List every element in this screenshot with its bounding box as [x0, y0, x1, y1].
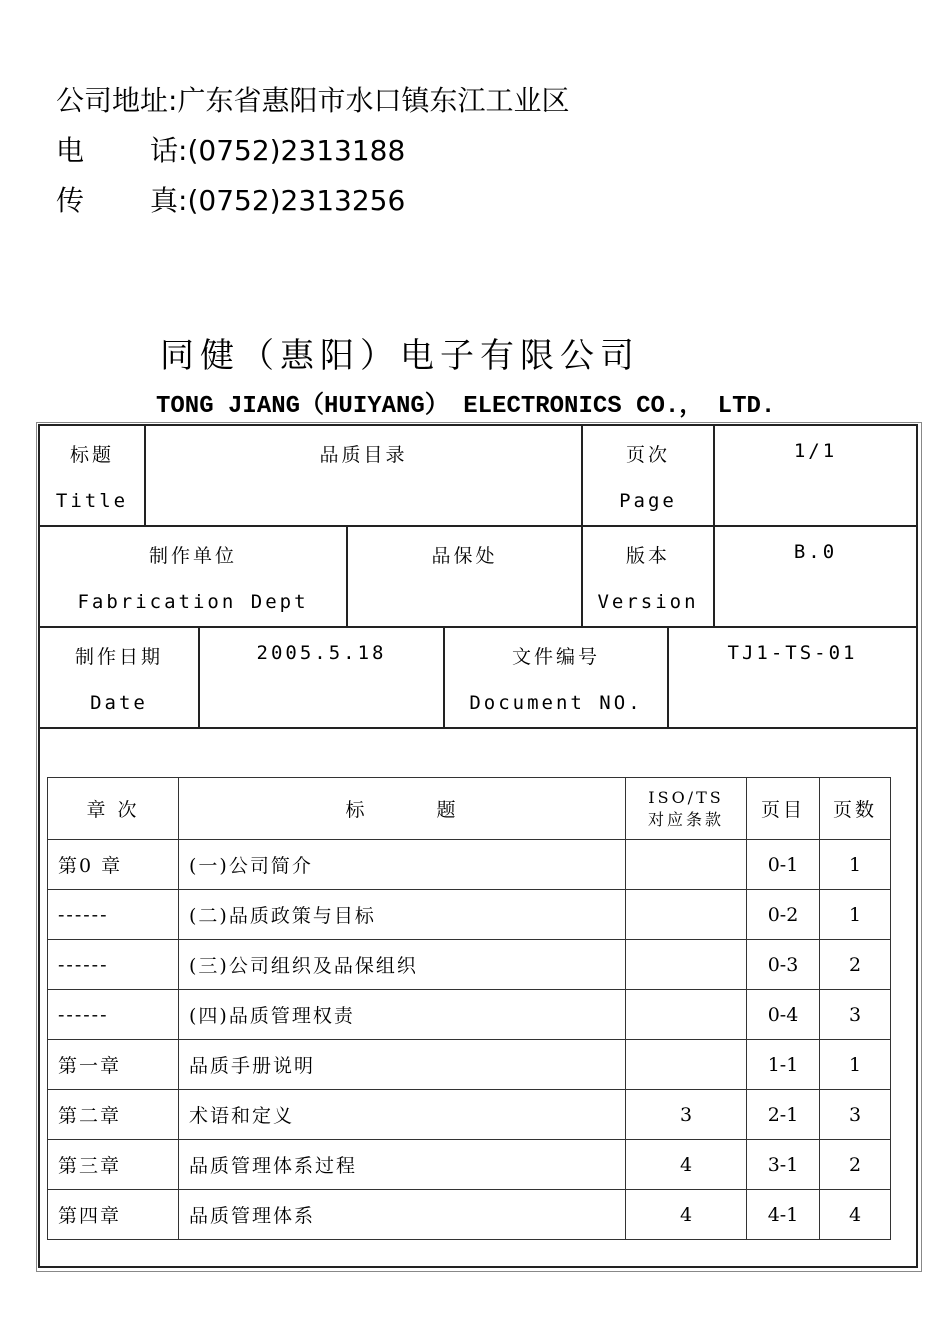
header-row-title [40, 426, 916, 527]
toc-table [47, 777, 891, 1240]
date-label-cell [40, 628, 200, 727]
row-chapter: 第三章 [48, 1140, 179, 1190]
row-iso [626, 990, 747, 1040]
row-count: 1 [820, 1040, 891, 1090]
table-row [48, 1040, 891, 1090]
row-title: 品质管理体系 [179, 1190, 626, 1240]
version-label-cell [583, 527, 715, 626]
row-chapter: ------ [48, 990, 179, 1040]
doc-value-cell [669, 628, 916, 727]
doc-label-en: Document NO. [469, 692, 643, 714]
table-row [48, 840, 891, 890]
toc-header-iso [626, 778, 747, 840]
table-row [48, 1190, 891, 1240]
fax-label-a: 传 [56, 184, 85, 217]
table-row [48, 990, 891, 1040]
header-row-dept [40, 527, 916, 628]
title-label-cell [40, 426, 146, 525]
row-count: 2 [820, 940, 891, 990]
row-chapter: 第四章 [48, 1190, 179, 1240]
title-label-en: Title [55, 490, 129, 512]
table-row [48, 1090, 891, 1140]
row-iso [626, 840, 747, 890]
fax-label-b: 真: [150, 184, 188, 217]
row-page: 0-4 [747, 990, 820, 1040]
doc-label-cell [445, 628, 669, 727]
row-count: 2 [820, 1140, 891, 1190]
dept-value-cell [348, 527, 583, 626]
row-title: 品质管理体系过程 [179, 1140, 626, 1190]
row-iso: 4 [626, 1190, 747, 1240]
dept-label: 制作单位 [148, 545, 237, 567]
row-chapter: ------ [48, 890, 179, 940]
fax-value: (0752)2313256 [187, 184, 406, 217]
toc-header-row [48, 778, 891, 840]
toc-header-title: 标 题 [179, 778, 626, 840]
row-page: 0-1 [747, 840, 820, 890]
date-label-en: Date [90, 692, 148, 714]
company-name-cn: 同健（惠阳）电子有限公司 [160, 336, 640, 376]
title-value: 品质目录 [319, 444, 408, 466]
header-row-date [40, 628, 916, 729]
dept-label-cell [40, 527, 348, 626]
address-line-1 [56, 84, 569, 118]
row-page: 0-3 [747, 940, 820, 990]
page-label-cell [583, 426, 715, 525]
row-page: 4-1 [747, 1190, 820, 1240]
phone-label-b: 话: [150, 134, 188, 167]
page-label: 页次 [625, 444, 670, 466]
toc-header-page: 页目 [747, 778, 820, 840]
row-iso [626, 940, 747, 990]
company-name-en: TONG JIANG（HUIYANG） ELECTRONICS CO.， LTD. [156, 393, 776, 420]
address-value: 广东省惠阳市水口镇东江工业区 [177, 84, 570, 117]
dept-label-en: Fabrication Dept [77, 591, 309, 613]
toc-header-count: 页数 [820, 778, 891, 840]
version-label-en: Version [597, 591, 699, 613]
row-page: 2-1 [747, 1090, 820, 1140]
row-page: 1-1 [747, 1040, 820, 1090]
row-count: 3 [820, 990, 891, 1040]
toc-header-chapter: 章 次 [48, 778, 179, 840]
row-title: (三)公司组织及品保组织 [179, 940, 626, 990]
date-value: 2005.5.18 [256, 642, 387, 664]
address-label: 公司地址: [56, 84, 178, 117]
version-value-cell [715, 527, 916, 626]
date-label: 制作日期 [74, 646, 163, 668]
address-line-2 [56, 134, 405, 168]
row-iso [626, 890, 747, 940]
version-label: 版本 [625, 545, 670, 567]
row-iso: 3 [626, 1090, 747, 1140]
dept-value: 品保处 [431, 545, 498, 567]
table-row [48, 890, 891, 940]
row-chapter: 第一章 [48, 1040, 179, 1090]
version-value: B.0 [793, 541, 838, 563]
toc-header-iso-line1: ISO/TS [648, 787, 724, 807]
row-iso [626, 1040, 747, 1090]
row-title: (四)品质管理权责 [179, 990, 626, 1040]
row-chapter: 第二章 [48, 1090, 179, 1140]
row-count: 3 [820, 1090, 891, 1140]
row-chapter: ------ [48, 940, 179, 990]
table-row [48, 940, 891, 990]
page-value-cell [715, 426, 916, 525]
toc-header-iso-line2: 对应条款 [647, 809, 724, 829]
page-value: 1/1 [793, 440, 838, 462]
row-title: 品质手册说明 [179, 1040, 626, 1090]
row-title: 术语和定义 [179, 1090, 626, 1140]
row-count: 1 [820, 890, 891, 940]
address-line-3 [56, 184, 405, 218]
doc-label: 文件编号 [511, 646, 600, 668]
title-label: 标题 [69, 444, 114, 466]
doc-value: TJ1-TS-01 [727, 642, 858, 664]
row-iso: 4 [626, 1140, 747, 1190]
table-row [48, 1140, 891, 1190]
page-label-en: Page [619, 490, 677, 512]
phone-label-a: 电 [56, 134, 85, 167]
date-value-cell [200, 628, 445, 727]
row-page: 3-1 [747, 1140, 820, 1190]
row-page: 0-2 [747, 890, 820, 940]
row-title: (一)公司简介 [179, 840, 626, 890]
row-chapter: 第0 章 [48, 840, 179, 890]
row-count: 4 [820, 1190, 891, 1240]
row-count: 1 [820, 840, 891, 890]
title-value-cell [146, 426, 583, 525]
row-title: (二)品质政策与目标 [179, 890, 626, 940]
phone-value: (0752)2313188 [187, 134, 406, 167]
